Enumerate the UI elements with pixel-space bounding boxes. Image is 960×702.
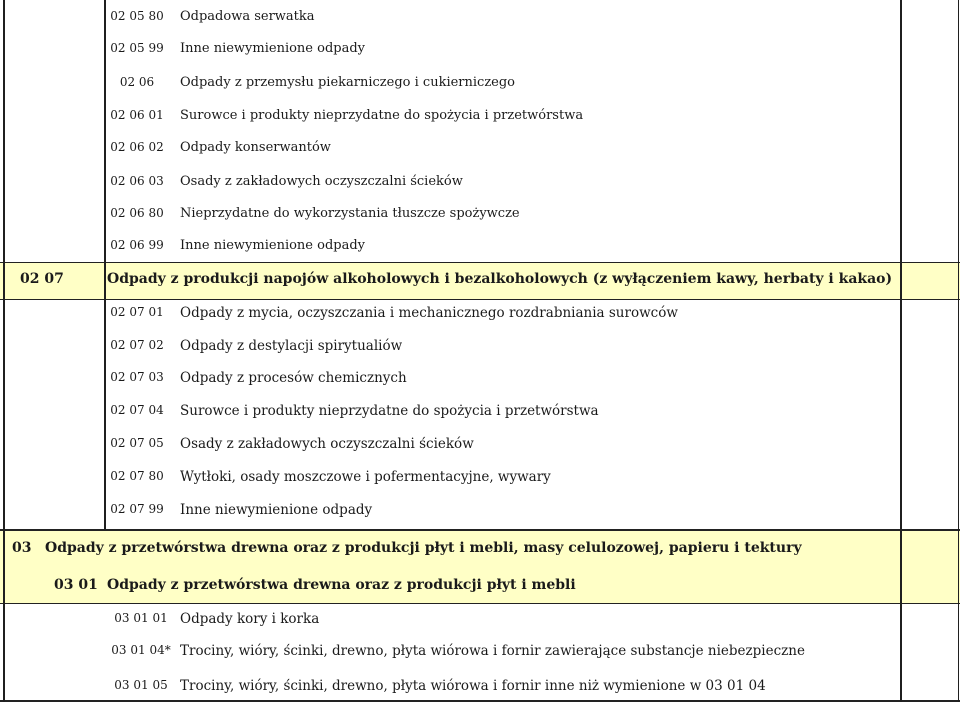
group-title: Odpady z przetwórstwa drewna oraz z produkcji płyt i mebli, masy celulozowej, papieru i tektury <box>45 540 802 556</box>
waste-code: 02 06 99 <box>110 238 164 252</box>
waste-description: Trociny, wióry, ścinki, drewno, płyta wiórowa i fornir inne niż wymienione w 03 01 04 <box>180 678 766 694</box>
waste-code: 02 06 02 <box>110 140 164 154</box>
group-code: 02 07 <box>20 271 64 287</box>
group-title: Odpady z przetwórstwa drewna oraz z produkcji płyt i mebli <box>107 577 576 593</box>
waste-code: 02 07 02 <box>110 338 164 352</box>
waste-description: Osady z zakładowych oczyszczalni ścieków <box>180 436 474 452</box>
waste-code: 02 06 01 <box>110 108 164 122</box>
waste-description: Osady z zakładowych oczyszczalni ścieków <box>180 174 463 189</box>
waste-code: 02 07 04 <box>110 403 164 417</box>
waste-description: Inne niewymienione odpady <box>180 41 366 56</box>
waste-code: 02 05 80 <box>110 9 164 23</box>
waste-code: 02 07 03 <box>110 370 164 384</box>
waste-description: Odpady konserwantów <box>180 140 331 155</box>
waste-code: 02 07 99 <box>110 502 164 516</box>
waste-code: 02 06 <box>119 75 155 89</box>
waste-description: Odpady z mycia, oczyszczania i mechanicznego rozdrabniania surowców <box>180 305 678 321</box>
waste-code: 02 06 03 <box>110 174 164 188</box>
waste-code: 02 05 99 <box>110 41 164 55</box>
group-code: 03 01 <box>54 577 98 593</box>
waste-code: 03 01 04* <box>111 643 171 657</box>
group-title: Odpady z produkcji napojów alkoholowych i bezalkoholowych (z wyłączeniem kawy, herbaty i kakao) <box>107 271 893 287</box>
page-edge-border <box>958 0 959 702</box>
table-right-border <box>900 0 902 702</box>
waste-description: Trociny, wióry, ścinki, drewno, płyta wiórowa i fornir zawierające substancje niebezpieczne <box>180 643 805 659</box>
table-left-border <box>3 0 5 702</box>
bottom-rule <box>0 700 960 702</box>
waste-code: 03 01 05 <box>114 678 168 692</box>
waste-description: Surowce i produkty nieprzydatne do spożycia i przetwórstwa <box>180 403 599 419</box>
waste-code: 02 07 80 <box>110 469 164 483</box>
waste-code: 02 07 01 <box>110 305 164 319</box>
waste-description: Surowce i produkty nieprzydatne do spożycia i przetwórstwa <box>180 108 584 123</box>
waste-description: Inne niewymienione odpady <box>180 502 373 518</box>
waste-description: Odpady z procesów chemicznych <box>180 370 407 386</box>
waste-description: Inne niewymienione odpady <box>180 238 366 253</box>
waste-description: Odpadowa serwatka <box>180 9 315 24</box>
waste-code: 03 01 01 <box>114 611 168 625</box>
waste-code: 02 06 80 <box>110 206 164 220</box>
waste-description: Nieprzydatne do wykorzystania tłuszcze spożywcze <box>180 206 520 221</box>
waste-description: Odpady kory i korka <box>180 611 320 627</box>
group-code: 03 <box>12 540 32 556</box>
waste-description: Wytłoki, osady moszczowe i pofermentacyjne, wywary <box>180 469 551 485</box>
waste-description: Odpady z przemysłu piekarniczego i cukierniczego <box>180 75 516 90</box>
waste-code: 02 07 05 <box>110 436 164 450</box>
waste-description: Odpady z destylacji spirytualiów <box>180 338 403 354</box>
